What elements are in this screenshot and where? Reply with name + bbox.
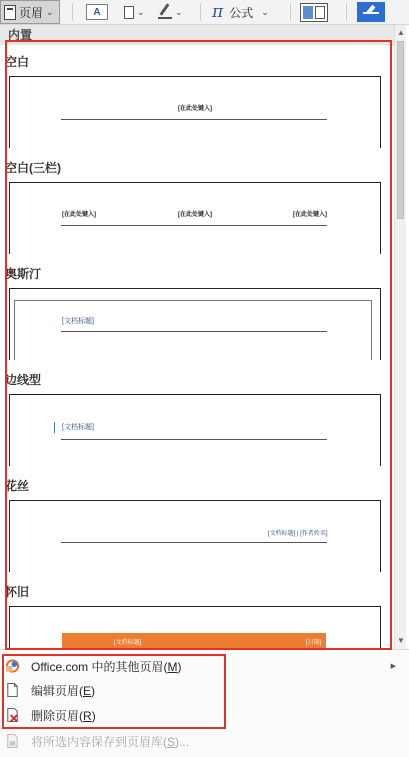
- accent-band: [62, 633, 326, 649]
- menu-item-label: Office.com 中的其他页眉(M): [31, 659, 182, 674]
- header-rule: [61, 225, 327, 226]
- header-dropdown-button[interactable]: [0, 0, 60, 24]
- ribbon-divider: [200, 3, 201, 21]
- save-page-icon: [5, 733, 20, 749]
- header-icon: [4, 5, 16, 20]
- gallery-scrollbar[interactable]: [394, 25, 406, 649]
- header-rule: [61, 331, 327, 332]
- placeholder-text: [在此处键入]: [62, 212, 96, 218]
- ribbon-divider: [72, 3, 73, 21]
- page-icon: [5, 682, 20, 698]
- placeholder-text: [在此处键入]: [178, 106, 212, 112]
- header-rule: [61, 542, 327, 543]
- header-menu: [0, 649, 409, 757]
- ribbon-strip: [0, 0, 409, 25]
- placeholder-text: [文档标题] | [作者姓名]: [268, 531, 328, 537]
- gallery-item-austin[interactable]: [9, 288, 381, 360]
- sideline-bar: [54, 422, 55, 433]
- gallery-item-blank[interactable]: [9, 76, 381, 148]
- scroll-thumb[interactable]: [397, 41, 404, 219]
- header-close-icon: [357, 2, 385, 22]
- ribbon-divider: [346, 3, 347, 21]
- placeholder-text: [文档标题]: [62, 424, 94, 431]
- gallery-item-title: 空白(三栏): [5, 161, 61, 175]
- delete-page-icon: [5, 707, 20, 723]
- gallery-category-label: 内置: [0, 25, 395, 45]
- chevron-down-icon: ⌄: [46, 6, 54, 17]
- signature-icon: [158, 5, 172, 19]
- office-icon: [5, 658, 20, 674]
- gallery-item-title: 奥斯汀: [5, 267, 42, 281]
- quick-parts-button[interactable]: [124, 0, 154, 24]
- gallery-item-blank-three-column[interactable]: [9, 182, 381, 254]
- header-rule: [61, 119, 327, 120]
- quick-parts-icon: [124, 6, 134, 19]
- menu-item-office-more-headers[interactable]: [0, 654, 405, 678]
- menu-item-edit-header[interactable]: [0, 678, 405, 702]
- chevron-down-icon: ⌄: [137, 6, 145, 17]
- placeholder-text: [在此处键入]: [293, 212, 327, 218]
- gallery-item-filigree[interactable]: [9, 500, 381, 572]
- placeholder-text: [文档标题]: [62, 318, 94, 325]
- layout-button[interactable]: [300, 0, 334, 24]
- menu-item-delete-header[interactable]: [0, 703, 405, 727]
- chevron-down-icon: ⌄: [175, 6, 183, 17]
- gallery-item-retrospect[interactable]: [9, 606, 381, 649]
- layout-icon: [300, 3, 328, 22]
- menu-item-label: 编辑页眉(E): [31, 683, 96, 698]
- gallery-item-title: 怀旧: [5, 585, 30, 599]
- chevron-down-icon: ⌄: [261, 6, 269, 17]
- placeholder-text: [文档标题]: [114, 640, 142, 646]
- close-header-button[interactable]: [357, 0, 387, 24]
- submenu-arrow-icon: ▶: [390, 663, 396, 670]
- menu-item-save-to-gallery[interactable]: [0, 729, 405, 753]
- textbox-icon: A: [86, 4, 108, 20]
- scroll-up-icon[interactable]: ▲: [397, 27, 405, 37]
- scroll-down-icon[interactable]: ▼: [397, 635, 405, 645]
- gallery-item-title: 花丝: [5, 479, 30, 493]
- pi-icon: π: [212, 2, 224, 22]
- gallery-item-title: 空白: [5, 55, 30, 69]
- signature-line-button[interactable]: [158, 0, 192, 24]
- header-rule: [61, 439, 327, 440]
- header-button-label: 页眉: [19, 5, 44, 20]
- header-gallery: [0, 25, 406, 649]
- formula-label: 公式: [229, 5, 254, 20]
- formula-button[interactable]: [212, 0, 278, 24]
- gallery-item-title: 边线型: [5, 373, 42, 387]
- placeholder-text: [日期]: [306, 640, 322, 646]
- ribbon-divider: [290, 3, 291, 21]
- menu-item-label: 删除页眉(R): [31, 708, 96, 723]
- gallery-item-sideline[interactable]: [9, 394, 381, 466]
- placeholder-text: [在此处键入]: [178, 212, 212, 218]
- menu-item-label: 将所选内容保存到页眉库(S)...: [31, 734, 190, 749]
- page-border-frame: [14, 300, 372, 360]
- textbox-button[interactable]: [86, 0, 114, 24]
